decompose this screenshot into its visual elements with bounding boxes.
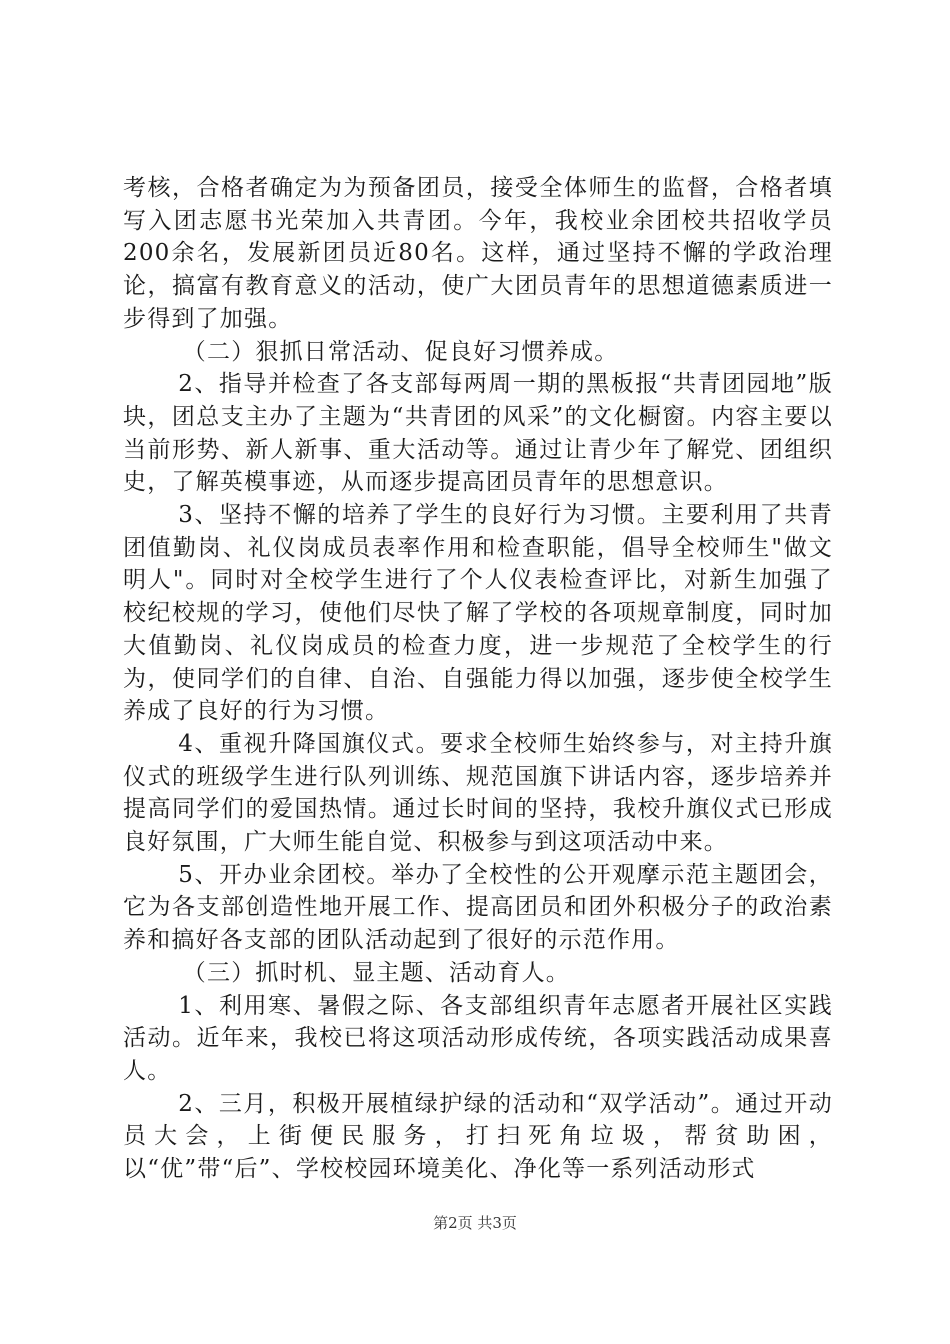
section-heading-2: （二）狠抓日常活动、促良好习惯养成。 (182, 338, 619, 365)
section-heading-3: （三）抓时机、显主题、活动育人。 (182, 959, 570, 986)
paragraph-item-2b: 2、三月，积极开展植绿护绿的活动和“双学活动”。通过开动员大会，上街便民服务，打扫死角垃圾，帮贫助困，以“优”带“后”、学校校园环境美化、净化等一系列活动形式 (123, 1090, 833, 1183)
document-body (123, 172, 833, 1186)
paragraph-item-5: 5、开办业余团校。举办了全校性的公开观摩示范主题团会，它为各支部创造性地开展工作、提高团员和团外积极分子的政治素养和搞好各支部的团队活动起到了很好的示范作用。 (123, 861, 833, 954)
page-number-footer: 第2页 共3页 (433, 1214, 517, 1232)
paragraph-item-4: 4、重视升降国旗仪式。要求全校师生始终参与，对主持升旗仪式的班级学生进行队列训练、规范国旗下讲话内容，逐步培养并提高同学们的爱国热情。通过长时间的坚持，我校升旗仪式已形成良好氛围，广大师生能自觉、积极参与到这项活动中来。 (123, 730, 833, 856)
paragraph-item-3: 3、坚持不懈的培养了学生的良好行为习惯。主要利用了共青团值勤岗、礼仪岗成员表率作用和检查职能，倡导全校师生"做文明人"。同时对全校学生进行了个人仪表检查评比，对新生加强了校纪校规的学习，使他们尽快了解了学校的各项规章制度，同时加大值勤岗、礼仪岗成员的检查力度，进一步规范了全校学生的行为，使同学们的自律、自治、自强能力得以加强，逐步使全校学生养成了良好的行为习惯。 (123, 502, 833, 725)
paragraph-item-2: 2、指导并检查了各支部每两周一期的黑板报“共青团园地”版块，团总支主办了主题为“共青团的风采”的文化橱窗。内容主要以当前形势、新人新事、重大活动等。通过让青少年了解党、团组织史，了解英模事迹，从而逐步提高团员青年的思想意识。 (123, 371, 833, 496)
paragraph-item-1: 1、利用寒、暑假之际、各支部组织青年志愿者开展社区实践活动。近年来，我校已将这项活动形成传统，各项实践活动成果喜人。 (123, 992, 833, 1084)
paragraph-continuation: 考核，合格者确定为为预备团员，接受全体师生的监督，合格者填写入团志愿书光荣加入共青团。今年，我校业余团校共招收学员200余名，发展新团员近80名。这样，通过坚持不懈的学政治理论，搞富有教育意义的活动，使广大团员青年的思想道德素质进一步得到了加强。 (123, 175, 833, 332)
